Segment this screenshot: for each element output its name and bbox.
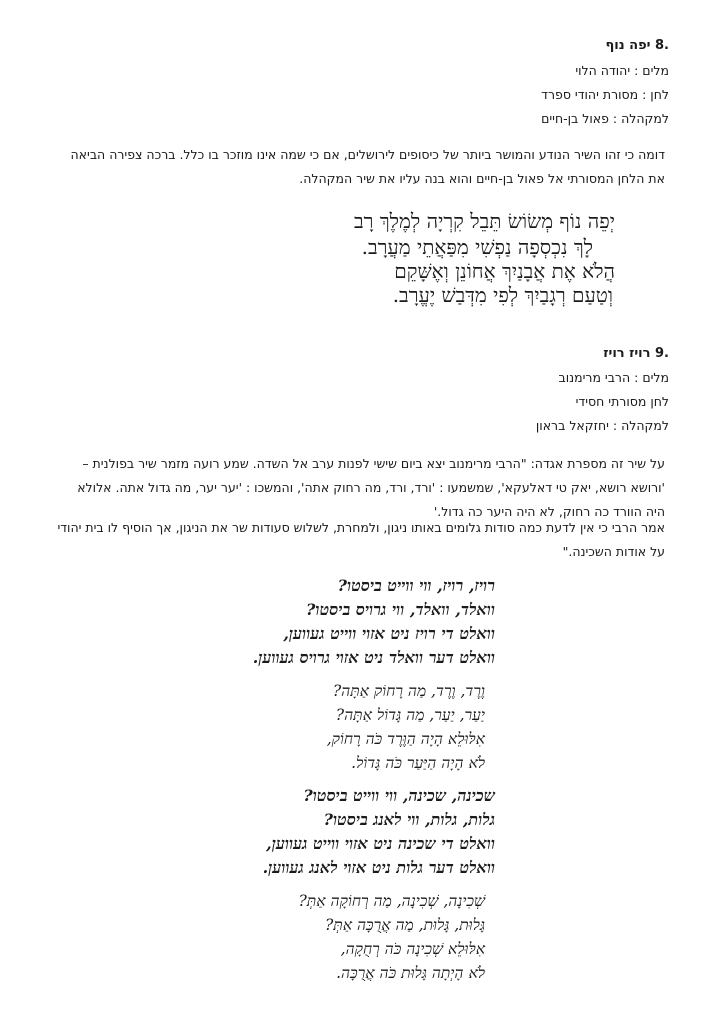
stanza-3-line-2: גלות, גלות, ווי לאנג ביסטו? (323, 810, 495, 829)
section-8-poem-line-3: הֲלֹא אֶת אֲבָנַיִךְ אֲחוֹנֵן וְאֶשָּׁקֵם (394, 259, 615, 283)
section-8-paragraph: דומה כי זהו השיר הנודע והמושר ביותר של כיסופים לירושלים, אם כי שמה אינו מוזכר בו כלל. ברכה צפירה הביאה את הלחן המסורתי אל פאול בן-חיים והוא בנה עליו את שיר המקהלה. (70, 147, 665, 186)
section-8-poem-line-4: וְטַעַם רְגָבַיִךְ לְפִי מִדְּבַשׁ יֶעֱרָב. (392, 283, 613, 307)
section-8-poem-line-1: יְפֵה נוֹף מְשׂוֹשׂ תֵּבֵל קִרְיָה לְמֶלֶךְ רָב (354, 209, 615, 233)
section-9-title: .9 רויז רויז (603, 346, 669, 361)
stanza-4-line-4: לֹא הָיְתָה גָּלוּת כֹּה אֲרֻכָּה. (336, 964, 485, 982)
stanza-1-line-1: רויז, רויז, ווי ווייט ביסטו? (337, 576, 495, 595)
stanza-2-line-4: לֹא הָיָה הַיַּעַר כֹּה גָּדוֹל. (351, 754, 485, 772)
section-8-title: .8 יפה נוף (605, 38, 669, 53)
stanza-4-line-2: גָּלוּת, גָּלוּת, מַה אֲרֻכָּה אַתְּ? (324, 916, 485, 934)
section-8-lyrics-credit: מלים : יהודה הלוי (575, 63, 669, 78)
stanza-2-line-1: וֶרֶד, וֶרֶד, מַה רָחוֹק אַתָּה? (332, 682, 485, 700)
stanza-2-line-2: יַעַר, יַעַר, מַה גָּדוֹל אַתָּה? (335, 706, 485, 724)
section-9-paragraph-2: אמר הרבי כי אין לדעת כמה סודות גלומים באותו ניגון, ולמחרת, לשלוש סעודות שר את הניגון, אך הוסיף לו בית יהודי על אודות השכינה." (57, 520, 665, 559)
stanza-4-line-1: שְׁכִינָה, שְׁכִינָה, מַה רְחוֹקָה אַתְּ? (298, 892, 485, 910)
stanza-1-line-2: וואלד, וואלד, ווי גרויס ביסטו? (306, 600, 495, 619)
section-8-choir-credit: למקהלה : פאול בן-חיים (541, 111, 669, 126)
stanza-3-line-1: שכינה, שכינה, ווי ווייט ביסטו? (303, 786, 495, 805)
section-8-melody-credit: לחן : מסורת יהודי ספרד (541, 87, 669, 102)
stanza-1-line-3: וואלט די רויז ניט אזוי ווייט געווען, (283, 624, 495, 643)
stanza-3-line-4: וואלט דער גלות ניט אזוי לאנג געווען. (262, 858, 495, 877)
stanza-4-line-3: אִלּוּלֵא שְׁכִינָה כֹּה רְחֻקָה, (340, 940, 485, 958)
stanza-3-line-3: וואלט די שכינה ניט אזוי ווייט געווען, (266, 834, 495, 853)
section-9-choir-credit: למקהלה : יחזקאל בראון (535, 418, 669, 433)
section-8-poem-line-2: לָךְ נִכְסְפָה נַפְשִׁי מִפַּאֲתֵי מַעֲרָב. (361, 235, 593, 259)
stanza-2-line-3: אִלּוּלֵא הָיָה הַוֶּרֶד כֹּה רָחוֹק, (326, 730, 485, 748)
section-9-lyrics-credit: מלים : הרבי מרימנוב (558, 370, 669, 385)
section-9-melody-credit: לחן מסורתי חסידי (575, 394, 669, 409)
stanza-1-line-4: וואלט דער וואלד ניט אזוי גרויס געווען. (252, 648, 495, 667)
section-9-paragraph-1: על שיר זה מספרת אגדה: "הרבי מרימנוב יצא ביום שישי לפנות ערב אל השדה. שמע רועה מזמר שיר בפולנית – 'ורושא רושא, יאק טי דאלעקא', שמשמעו : 'ורד, ורד, מה רחוק אתה', והמשכו : 'יער יער, מה גדול אתה. אלולא היה הוורד כה רחוק, לא היה היער כה גדול.' (77, 456, 665, 519)
